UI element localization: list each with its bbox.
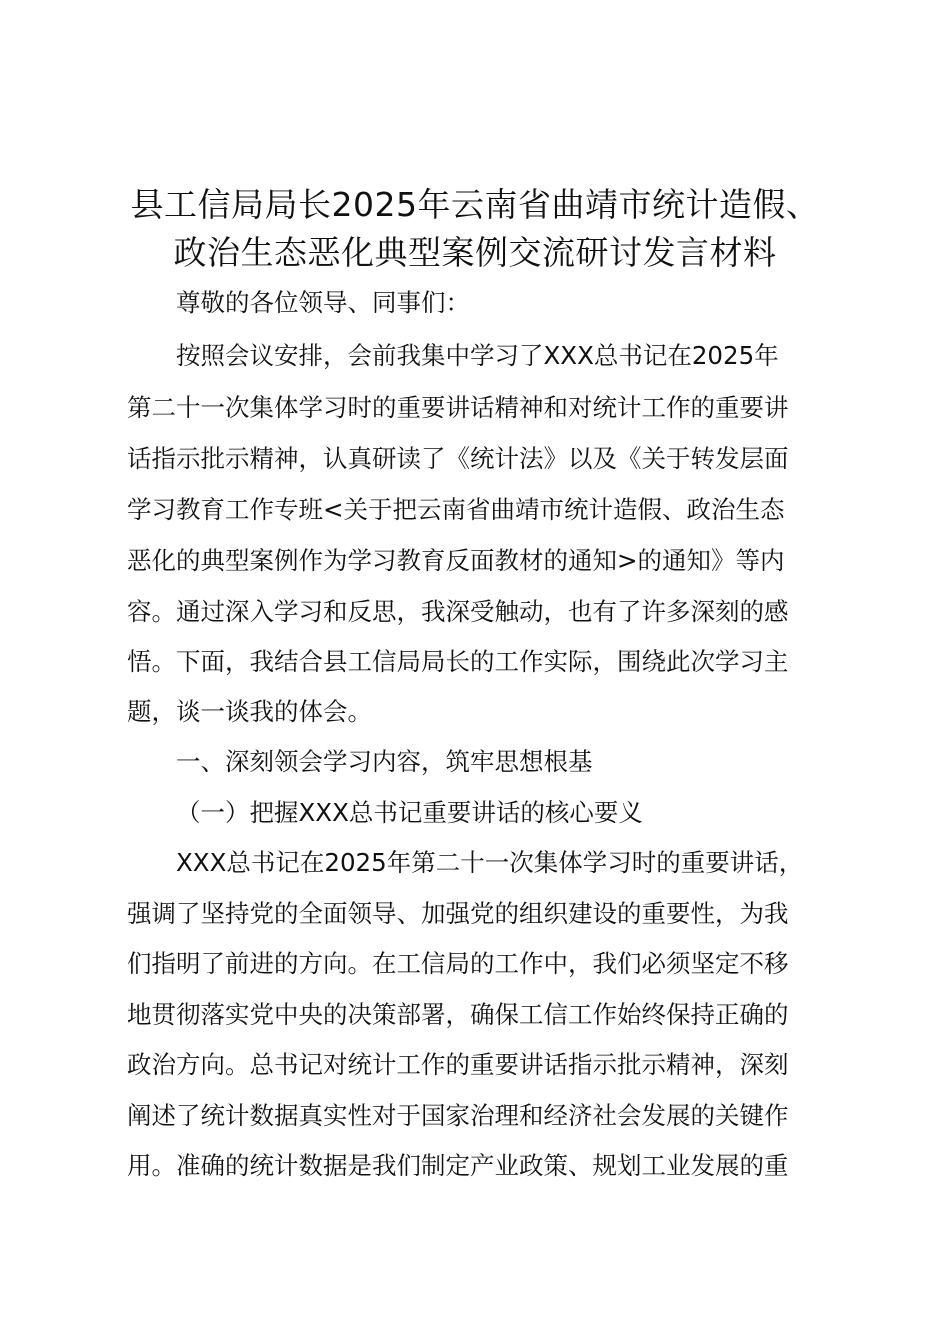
- section-heading: 一、深刻领会学习内容，筑牢思想根基: [176, 747, 593, 776]
- body-line: 恶化的典型案例作为学习教育反面教材的通知>的通知》等内: [127, 546, 785, 575]
- body-line: 用。准确的统计数据是我们制定产业政策、规划工业发展的重: [127, 1151, 789, 1180]
- body-line: 地贯彻落实党中央的决策部署，确保工信工作始终保持正确的: [127, 1000, 789, 1029]
- body-line: 政治方向。总书记对统计工作的重要讲话指示批示精神，深刻: [127, 1050, 789, 1079]
- body-line: XXX总书记在2025年第二十一次集体学习时的重要讲话，: [176, 848, 804, 877]
- body-line: 题，谈一谈我的体会。: [127, 697, 372, 726]
- subsection-heading: （一）把握XXX总书记重要讲话的核心要义: [176, 798, 643, 827]
- body-line: 学习教育工作专班<关于把云南省曲靖市统计造假、政治生态: [127, 495, 785, 524]
- body-line: 们指明了前进的方向。在工信局的工作中，我们必须坚定不移: [127, 949, 789, 978]
- salutation: 尊敬的各位领导、同事们：: [176, 288, 470, 317]
- document-title-line-1: 县工信局局长2025年云南省曲靖市统计造假、: [130, 185, 820, 224]
- body-line: 容。通过深入学习和反思，我深受触动，也有了许多深刻的感: [127, 597, 789, 626]
- document-title-line-2: 政治生态恶化典型案例交流研讨发言材料: [173, 233, 777, 272]
- body-line: 第二十一次集体学习时的重要讲话精神和对统计工作的重要讲: [127, 393, 789, 422]
- body-line: 强调了坚持党的全面领导、加强党的组织建设的重要性，为我: [127, 899, 789, 928]
- body-line: 话指示批示精神，认真研读了《统计法》以及《关于转发层面: [127, 444, 789, 473]
- body-line: 按照会议安排，会前我集中学习了XXX总书记在2025年: [176, 341, 779, 370]
- body-line: 悟。下面，我结合县工信局局长的工作实际，围绕此次学习主: [127, 647, 789, 676]
- body-line: 阐述了统计数据真实性对于国家治理和经济社会发展的关键作: [127, 1101, 789, 1130]
